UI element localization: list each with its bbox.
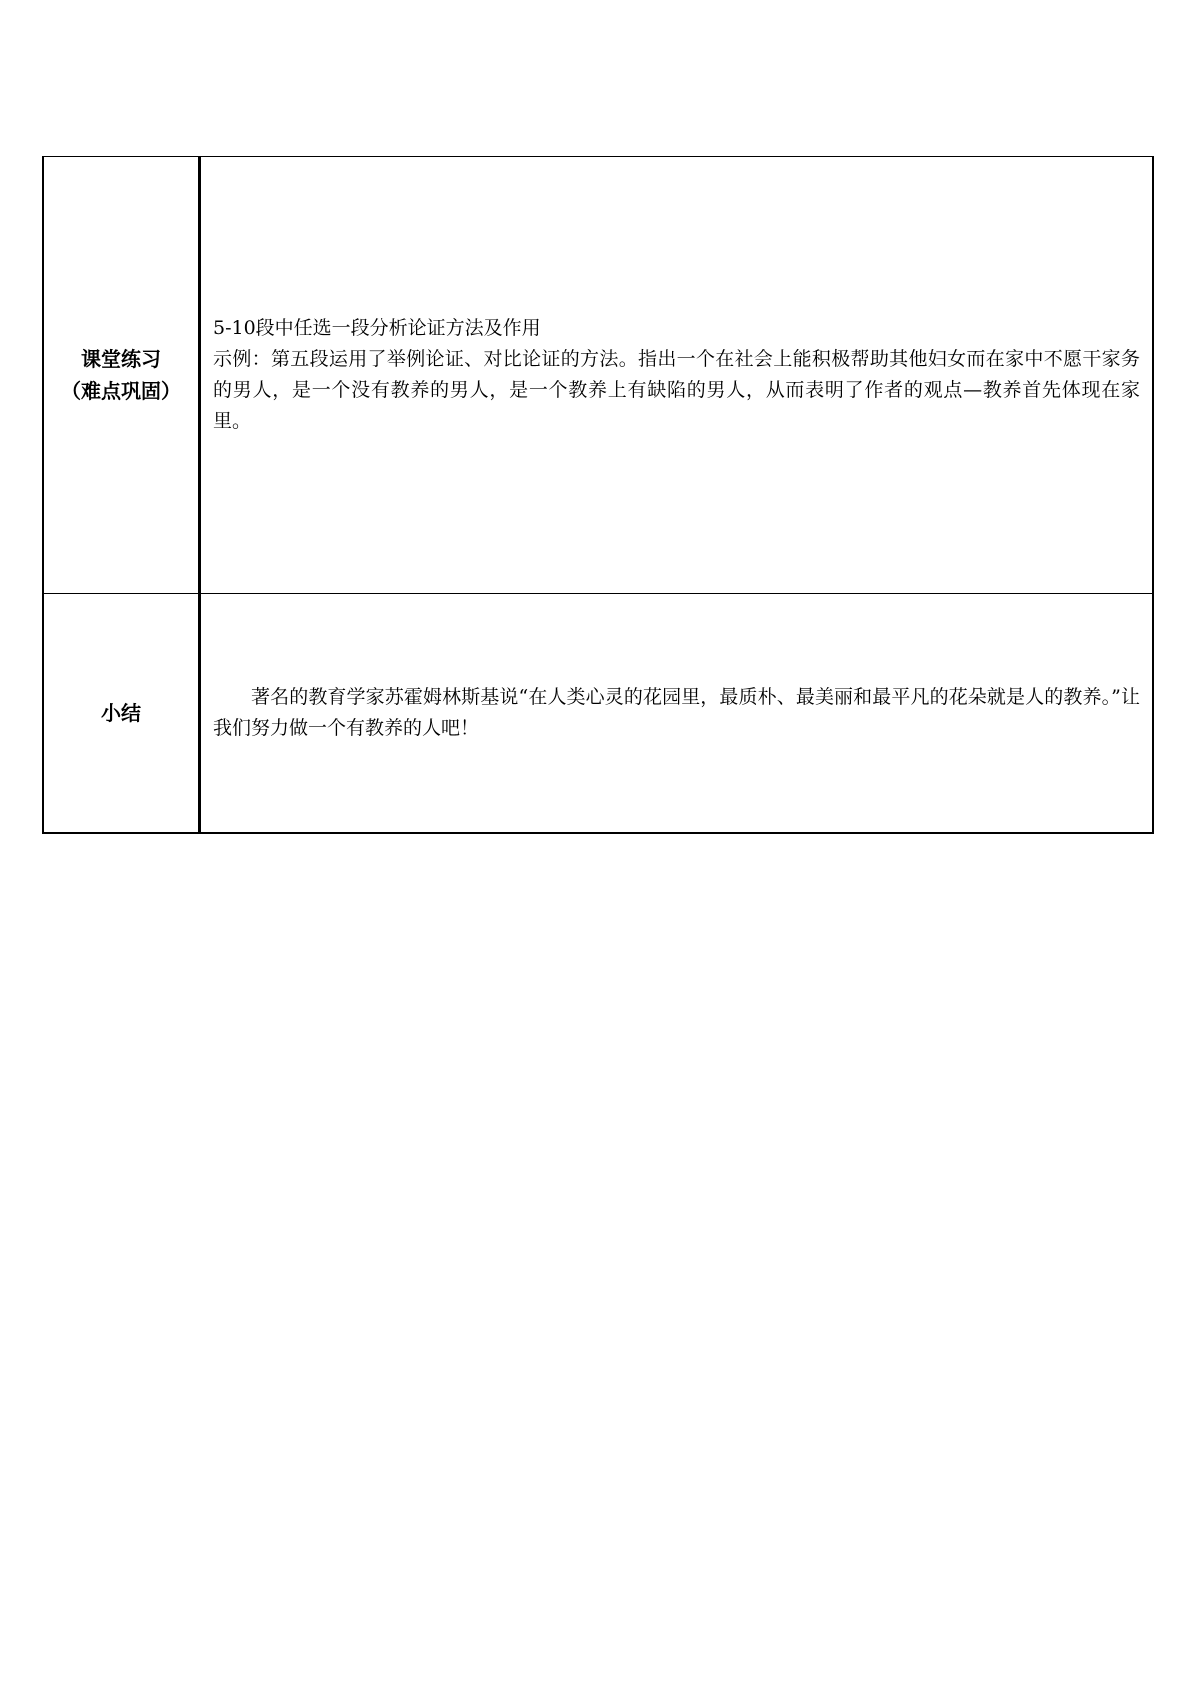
practice-sublabel: （难点巩固） bbox=[61, 379, 181, 403]
table-row-practice bbox=[43, 157, 1153, 594]
summary-content-cell bbox=[200, 594, 1154, 834]
summary-label: 小结 bbox=[101, 701, 141, 725]
lesson-plan-table bbox=[42, 156, 1154, 834]
practice-content-cell bbox=[200, 157, 1154, 594]
practice-label: 课堂练习 bbox=[81, 347, 161, 371]
practice-label-cell bbox=[43, 157, 200, 594]
summary-text: 著名的教育学家苏霍姆林斯基说“在人类心灵的花园里，最质朴、最美丽和最平凡的花朵就是人的教养。”让我们努力做一个有教养的人吧！ bbox=[213, 686, 1140, 739]
table-row-summary bbox=[43, 594, 1153, 834]
practice-example: 示例：第五段运用了举例论证、对比论证的方法。指出一个在社会上能积极帮助其他妇女而在家中不愿干家务的男人，是一个没有教养的男人，是一个教养上有缺陷的男人，从而表明了作者的观点—教养首先体现在家里。 bbox=[213, 348, 1140, 432]
practice-task: 5-10段中任选一段分析论证方法及作用 bbox=[213, 317, 541, 339]
summary-label-cell bbox=[43, 594, 200, 834]
